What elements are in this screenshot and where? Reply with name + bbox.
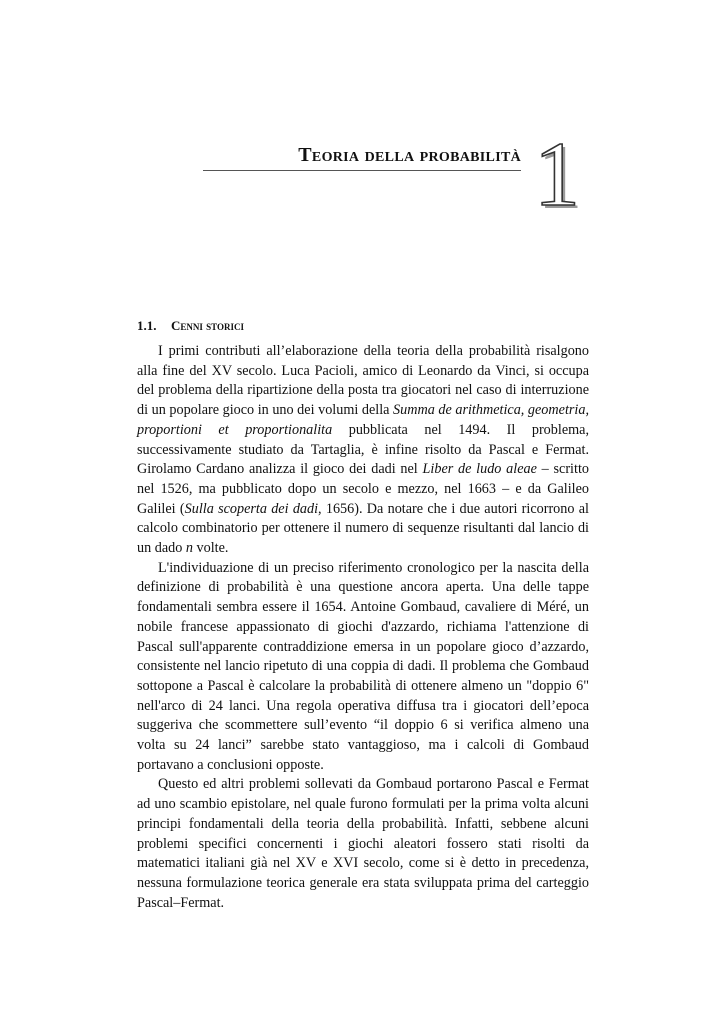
body-text (137, 342, 589, 913)
paragraph-text: I primi contributi all’elaborazione della teoria della probabilità risalgono alla fine del XV secolo. Luca Pacioli, amico di Leonardo da Vinci, si occupa del problema della ripartizione della posta tra giocatori nel caso di interruzione di un popolare gioco in uno dei volumi della (137, 343, 589, 419)
paragraph-3: Questo ed altri problemi sollevati da Gombaud portarono Pascal e Fermat ad uno scambio epistolare, nel quale furono formulati per la prima volta alcuni principi fondamentali della teoria della probabilità. Infatti, sebbene alcuni problemi specifici concernenti i giochi aleatori fossero stati risolti da matematici italiani già nel XV e XVI secolo, come si è detto in precedenza, nessuna formulazione teorica generale era stata sviluppata prima del carteggio Pascal–Fermat. (137, 776, 589, 911)
book-title-summa: Summa de arithmetica, geometria, proportioni et proportionalita (137, 402, 589, 438)
paragraph-1 (137, 342, 589, 559)
section-title: Cenni storici (171, 318, 244, 333)
chapter-title: Teoria della probabilità (298, 144, 521, 166)
book-title-galileo: Sulla scoperta dei dadi (184, 500, 319, 517)
paragraph-text: volte. (192, 540, 229, 557)
chapter-number: 1 (534, 123, 580, 225)
section-number: 1.1. (137, 318, 157, 333)
paragraph-text: , 1656). Da notare che i due autori ricorrono al calcolo combinatorio per ottenere il numero di sequenze risultanti dal lancio di un dado (137, 500, 589, 557)
paragraph-text: pubblicata nel 1494. Il problema, successivamente studiato da Tartaglia, è infine risolto da Pascal e Fermat. Girolamo Cardano analizza il gioco dei dadi nel (137, 421, 589, 478)
chapter-title-rule (203, 170, 521, 171)
paragraph-2: L'individuazione di un preciso riferimento cronologico per la nascita della definizione di probabilità è una questione ancora aperta. Una delle tappe fondamentali sembra essere il 1654. Antoine Gombaud, cavaliere di Méré, un nobile francese appassionato di giochi d'azzardo, richiama l'attenzione di Pascal sull'apparente contraddizione emersa in un popolare gioco d’azzardo, consistente nel lancio ripetuto di una coppia di dadi. Il problema che Gombaud sottopone a Pascal è calcolare la probabilità di ottenere almeno un "doppio 6" nell'arco di 24 lanci. Una regola operativa diffusa tra i giocatori dell’epoca suggeriva che scommettere sull’evento “il doppio 6 si verifica almeno una volta su 24 lanci” sarebbe stato vantaggioso, ma i calcoli di Gombaud portavano a conclusioni opposte. (137, 559, 589, 773)
paragraph-text: – scritto nel 1526, ma pubblicato dopo un secolo e mezzo, nel 1663 – e da Galileo Galilei ( (137, 461, 589, 517)
book-title-liber: Liber de ludo aleae (422, 461, 537, 478)
math-variable-n: n (185, 540, 193, 557)
section-heading (137, 316, 244, 336)
